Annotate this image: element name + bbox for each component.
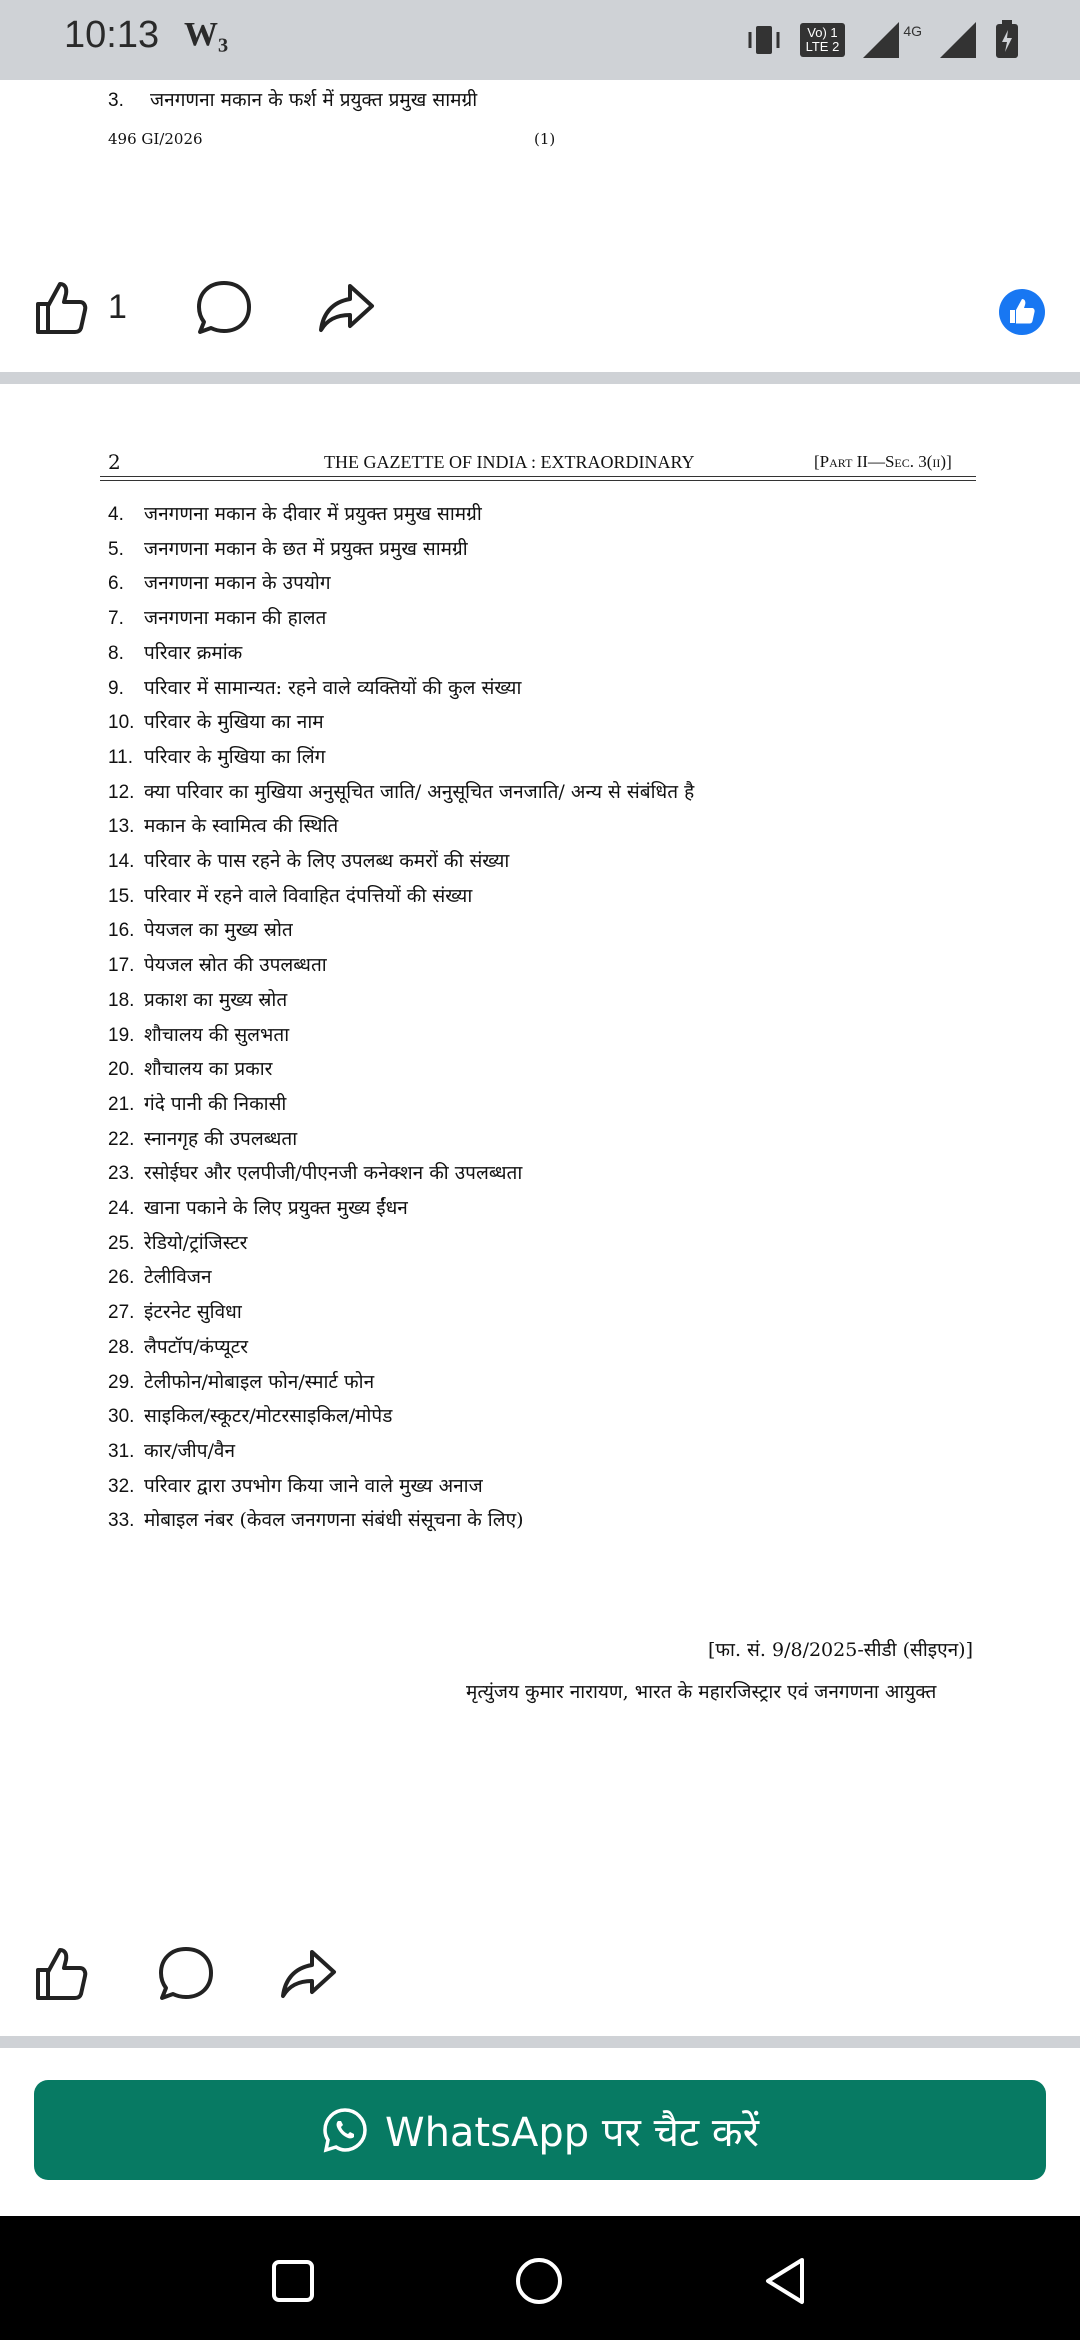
app-notification-icon: W₃ xyxy=(184,16,229,53)
thumbs-up-icon xyxy=(32,1944,90,2002)
list-item xyxy=(108,1229,247,1255)
list-item-text: लैपटॉप/कंप्यूटर xyxy=(144,1336,249,1358)
list-item xyxy=(108,1090,286,1116)
list-item xyxy=(108,674,521,700)
status-bar xyxy=(0,0,1080,80)
list-item-text: टेलीफोन/मोबाइल फोन/स्मार्ट फोन xyxy=(144,1371,375,1393)
list-item-text: क्या परिवार का मुखिया अनुसूचित जाति/ अनुसूचित जनजाति/ अन्य से संबंधित है xyxy=(144,781,695,803)
post-2-actions xyxy=(0,1920,1080,2030)
post-1-actions xyxy=(0,258,1080,368)
list-item xyxy=(108,1368,374,1394)
list-item-number: 4. xyxy=(108,504,124,525)
list-item xyxy=(108,1194,408,1220)
whatsapp-icon xyxy=(321,2106,369,2154)
list-item xyxy=(108,812,338,838)
signal-icon xyxy=(861,20,901,60)
list-item xyxy=(108,986,287,1012)
volte-top: Vo) 1 xyxy=(807,25,838,40)
list-item-number: 13. xyxy=(108,816,135,837)
list-item-number: 17. xyxy=(108,955,135,976)
list-item xyxy=(108,639,242,665)
list-item-number: 5. xyxy=(108,539,124,560)
list-item-text: जनगणना मकान के उपयोग xyxy=(144,572,331,594)
gazette-page-number: 2 xyxy=(108,450,121,474)
share-button[interactable] xyxy=(278,1944,338,2004)
list-item-number: 14. xyxy=(108,851,135,872)
like-count: 1 xyxy=(108,287,127,326)
list-item-number: 8. xyxy=(108,643,124,664)
list-item-text: जनगणना मकान के दीवार में प्रयुक्त प्रमुख सामग्री xyxy=(144,503,482,525)
list-item-number: 7. xyxy=(108,608,124,629)
list-item-text: गंदे पानी की निकासी xyxy=(144,1093,287,1115)
list-item-text: पेयजल का मुख्य स्रोत xyxy=(144,919,293,941)
list-item xyxy=(108,882,472,908)
post-divider xyxy=(0,2036,1080,2048)
signatory: मृत्युंजय कुमार नारायण, भारत के महारजिस्ट्रार एवं जनगणना आयुक्त xyxy=(466,1681,937,1703)
comment-button[interactable] xyxy=(156,1944,216,2004)
home-button[interactable] xyxy=(514,2256,564,2306)
list-item-text: रसोईघर और एलपीजी/पीएनजी कनेक्शन की उपलब्धता xyxy=(144,1162,523,1184)
like-badge-icon xyxy=(998,288,1046,336)
list-item-text: प्रकाश का मुख्य स्रोत xyxy=(144,989,288,1011)
recents-button[interactable] xyxy=(270,2258,316,2304)
list-item xyxy=(108,1437,235,1463)
list-item-text: पेयजल स्रोत की उपलब्धता xyxy=(144,954,327,976)
page-footer-left: 496 GI/2026 xyxy=(108,130,203,148)
gazette-part: [Part II—Sec. 3(ii)] xyxy=(814,452,952,471)
list-item-text: कार/जीप/वैन xyxy=(144,1440,236,1462)
list-item-number: 24. xyxy=(108,1198,135,1219)
volte-bottom: LTE 2 xyxy=(805,39,840,54)
post-divider xyxy=(0,372,1080,384)
list-item-number: 32. xyxy=(108,1476,135,1497)
list-item-number: 21. xyxy=(108,1094,135,1115)
clock: 10:13 xyxy=(64,14,160,56)
list-item-number: 30. xyxy=(108,1406,135,1427)
list-item-text: साइकिल/स्कूटर/मोटरसाइकिल/मोपेड xyxy=(144,1405,393,1427)
list-item: 3. जनगणना मकान के फर्श में प्रयुक्त प्रमुख सामग्री xyxy=(108,89,478,111)
list-item xyxy=(108,1298,242,1324)
share-icon xyxy=(278,1944,338,2004)
list-item-number: 15. xyxy=(108,886,135,907)
list-item xyxy=(108,1402,392,1428)
battery-icon xyxy=(994,20,1020,60)
list-item xyxy=(108,569,331,595)
list-item-text: इंटरनेट सुविधा xyxy=(144,1301,242,1323)
like-button[interactable] xyxy=(32,278,127,336)
list-item xyxy=(108,500,482,526)
file-number: [फा. सं. 9/8/2025-सीडी (सीइएन)] xyxy=(708,1639,974,1661)
list-item xyxy=(108,1125,297,1151)
list-item xyxy=(108,778,694,804)
list-item-number: 12. xyxy=(108,782,135,803)
list-item-number: 33. xyxy=(108,1510,135,1531)
list-item xyxy=(108,708,324,734)
list-item-number: 25. xyxy=(108,1233,135,1254)
list-item xyxy=(108,1159,522,1185)
list-item-number: 19. xyxy=(108,1025,135,1046)
list-item-text: जनगणना मकान के छत में प्रयुक्त प्रमुख सामग्री xyxy=(144,538,468,560)
list-item xyxy=(108,1263,212,1289)
list-item-number: 26. xyxy=(108,1267,135,1288)
network-type: 4G xyxy=(903,23,922,39)
list-item-text: परिवार द्वारा उपभोग किया जाने वाले मुख्य अनाज xyxy=(144,1475,483,1497)
like-button[interactable] xyxy=(32,1944,90,2002)
list-item-text: मकान के स्वामित्व की स्थिति xyxy=(144,815,339,837)
system-nav-bar xyxy=(0,2216,1080,2340)
list-item-number: 10. xyxy=(108,712,135,733)
vibrate-icon xyxy=(744,20,784,60)
whatsapp-chat-button[interactable] xyxy=(34,2080,1046,2180)
header-rule xyxy=(100,476,976,477)
list-item-number: 28. xyxy=(108,1337,135,1358)
list-item xyxy=(108,1506,524,1532)
share-button[interactable] xyxy=(316,278,376,338)
list-item-text: परिवार में सामान्यत: रहने वाले व्यक्तियों की कुल संख्या xyxy=(144,677,522,699)
list-item xyxy=(108,1333,248,1359)
list-item-text: जनगणना मकान की हालत xyxy=(144,607,327,629)
list-item-number: 31. xyxy=(108,1441,135,1462)
list-item xyxy=(108,847,509,873)
share-icon xyxy=(316,278,376,338)
list-item-text: परिवार के मुखिया का नाम xyxy=(144,711,324,733)
list-item-text: परिवार के पास रहने के लिए उपलब्ध कमरों की संख्या xyxy=(144,850,510,872)
list-item-text: मोबाइल नंबर (केवल जनगणना संबंधी संसूचना के लिए) xyxy=(144,1509,524,1531)
list-item xyxy=(108,604,326,630)
list-item-text: शौचालय का प्रकार xyxy=(144,1058,273,1080)
list-item-number: 23. xyxy=(108,1163,135,1184)
volte-icon xyxy=(800,23,846,57)
list-item xyxy=(108,916,293,942)
gazette-title: THE GAZETTE OF INDIA : EXTRAORDINARY xyxy=(324,452,695,472)
list-item xyxy=(108,1055,272,1081)
list-item-text: रेडियो/ट्रांजिस्टर xyxy=(144,1232,248,1254)
list-item-number: 9. xyxy=(108,678,124,699)
list-item xyxy=(108,1472,483,1498)
signal-icon-2 xyxy=(938,20,978,60)
list-item-number: 6. xyxy=(108,573,124,594)
list-item-number: 18. xyxy=(108,990,135,1011)
list-item xyxy=(108,535,468,561)
list-item-text: स्नानगृह की उपलब्धता xyxy=(144,1128,298,1150)
list-item-number: 11. xyxy=(108,747,134,768)
whatsapp-chat-label: WhatsApp पर चैट करें xyxy=(385,2109,759,2156)
list-item-text: परिवार क्रमांक xyxy=(144,642,243,664)
list-item-text: टेलीविजन xyxy=(144,1266,212,1288)
list-item-text: परिवार में रहने वाले विवाहित दंपत्तियों की संख्या xyxy=(144,885,473,907)
comment-icon xyxy=(194,278,254,338)
header-rule-2 xyxy=(100,480,976,481)
list-item-text: परिवार के मुखिया का लिंग xyxy=(144,746,326,768)
back-button[interactable] xyxy=(762,2256,808,2306)
list-item xyxy=(108,743,325,769)
list-item xyxy=(108,951,327,977)
list-item-number: 29. xyxy=(108,1372,135,1393)
comment-icon xyxy=(156,1944,216,2004)
list-item-number: 27. xyxy=(108,1302,135,1323)
page-footer-center: (1) xyxy=(534,130,556,148)
thumbs-up-icon xyxy=(32,278,90,336)
list-item-text: खाना पकाने के लिए प्रयुक्त मुख्य ईंधन xyxy=(144,1197,408,1219)
list-item-number: 22. xyxy=(108,1129,135,1150)
like-reaction-badge xyxy=(998,288,1046,336)
list-item-text: शौचालय की सुलभता xyxy=(144,1024,290,1046)
list-item-number: 20. xyxy=(108,1059,135,1080)
list-item-number: 16. xyxy=(108,920,135,941)
list-item xyxy=(108,1021,289,1047)
comment-button[interactable] xyxy=(194,278,254,338)
